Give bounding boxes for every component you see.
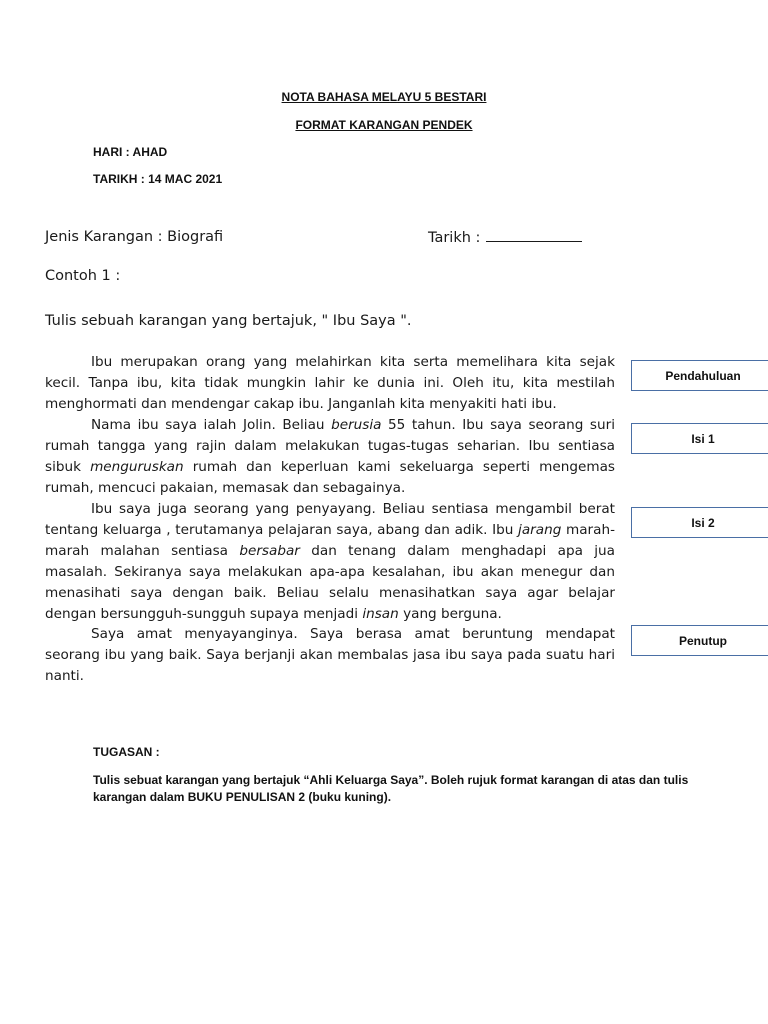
task-instructions: Tulis sebuat karangan yang bertajuk “Ahli Keluarga Saya”. Boleh rujuk format karangan di atas dan tulis karangan dalam BUKU PENULISAN 2 (buku kuning). — [93, 773, 689, 804]
day-label: HARI : AHAD — [93, 145, 168, 159]
label-box-penutup: Penutup — [631, 625, 768, 656]
paragraph-closing: Saya amat menyayanginya. Saya berasa amat beruntung mendapat seorang ibu yang baik. Saya berjanji akan membalas jasa ibu saya pada suatu hari nanti. — [45, 626, 615, 684]
worksheet-date-label: Tarikh : — [428, 230, 481, 246]
document-subtitle: FORMAT KARANGAN PENDEK — [295, 118, 473, 132]
date-blank-line — [486, 229, 582, 242]
example-label: Contoh 1 : — [45, 268, 121, 284]
document-title: NOTA BAHASA MELAYU 5 BESTARI — [281, 90, 487, 104]
date-label: TARIKH : 14 MAC 2021 — [93, 172, 223, 186]
paragraph-body-2: Ibu saya juga seorang yang penyayang. Beliau sentiasa mengambil berat tentang keluarga , terutamanya pelajaran saya, abang dan adik. Ibu jarang marah-marah malahan sentiasa bersabar dan tenang dalam menghadapi apa jua masalah. Sekiranya saya melakukan apa-apa kesalahan, ibu akan menegur dan menasihati saya dengan baik. Beliau selalu menasihatkan saya agar belajar dengan bersungguh-sungguh supaya menjadi insan yang berguna. — [45, 501, 615, 622]
essay-question: Tulis sebuah karangan yang bertajuk, " Ibu Saya ". — [45, 313, 412, 329]
task-heading: TUGASAN : — [93, 745, 160, 759]
paragraph-introduction: Ibu merupakan orang yang melahirkan kita serta memelihara kita sejak kecil. Tanpa ibu, kita tidak mungkin lahir ke dunia ini. Oleh itu, kita mestilah menghormati dan mendengar cakap ibu. Janganlah kita menyakiti hati ibu. — [45, 354, 615, 412]
worksheet-date-field — [428, 229, 582, 246]
label-box-pendahuluan: Pendahuluan — [631, 360, 768, 391]
essay-type-label: Jenis Karangan : Biografi — [45, 229, 224, 245]
label-box-isi-2: Isi 2 — [631, 507, 768, 538]
label-box-isi-1: Isi 1 — [631, 423, 768, 454]
paragraph-body-1: Nama ibu saya ialah Jolin. Beliau berusia 55 tahun. Ibu saya seorang suri rumah tangga yang rajin dalam melakukan tugas-tugas seharian. Ibu sentiasa sibuk menguruskan rumah dan keperluan kami sekeluarga seperti mengemas rumah, mencuci pakaian, memasak dan sebagainya. — [45, 417, 615, 496]
